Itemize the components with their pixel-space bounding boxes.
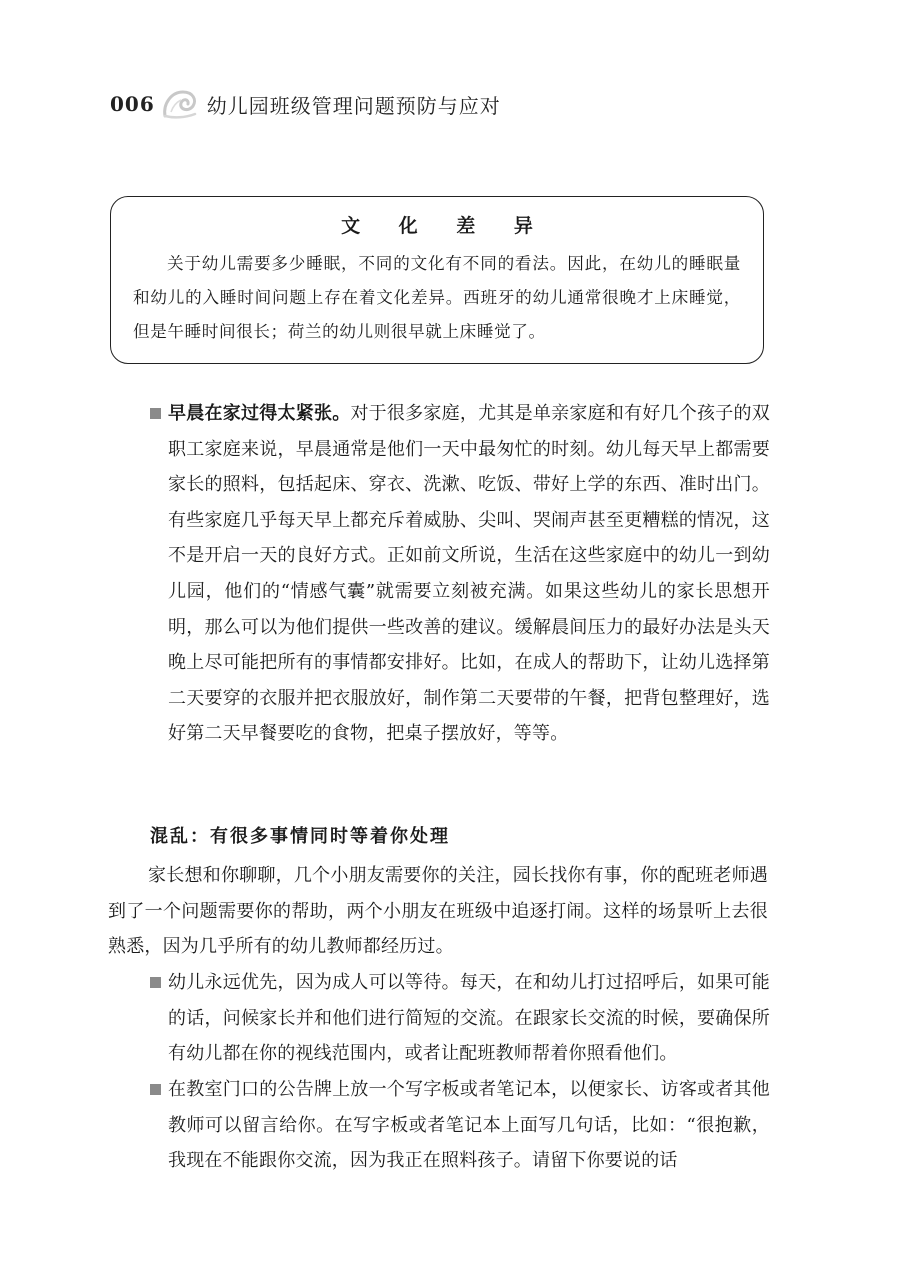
- box-title: 文 化 差 异: [341, 215, 549, 237]
- bullet-text: [168, 396, 770, 752]
- bullet-morning-stress: [150, 396, 770, 752]
- bullet-text: 幼儿永远优先，因为成人可以等待。每天，在和幼儿打过招呼后，如果可能的话，问候家长并和他们进行简短的交流。在跟家长交流的时候，要确保所有幼儿都在你的视线范围内，或者让配班教师帮着你照看他们。: [168, 972, 770, 1065]
- section-intro: 家长想和你聊聊，几个小朋友需要你的关注，园长找你有事，你的配班老师遇到了一个问题需要你的帮助，两个小朋友在班级中追逐打闹。这样的场景听上去很熟悉，因为几乎所有的幼儿教师都经历过。: [108, 865, 768, 958]
- bullet-text: 在教室门口的公告牌上放一个写字板或者笔记本，以便家长、访客或者其他教师可以留言给你。在写字板或者笔记本上面写几句话，比如：“很抱歉，我现在不能跟你交流，因为我正在照料孩子。请留下你要说的话: [168, 1079, 770, 1172]
- box-body: 关于幼儿需要多少睡眠，不同的文化有不同的看法。因此，在幼儿的睡眠量和幼儿的入睡时间问题上存在着文化差异。西班牙的幼儿通常很晚才上床睡觉，但是午睡时间很长；荷兰的幼儿则很早就上床睡觉了。: [133, 254, 741, 341]
- bullet-square-icon: [150, 977, 161, 988]
- section-heading: 混乱：有很多事情同时等着你处理: [150, 826, 450, 847]
- bullet-lead: 早晨在家过得太紧张。: [168, 403, 351, 424]
- bullet-children-first: [150, 965, 770, 1072]
- book-title: 幼儿园班级管理问题预防与应对: [206, 93, 501, 118]
- page-number: 006: [110, 92, 155, 116]
- swirl-ornament-icon: [161, 86, 199, 122]
- cultural-differences-box: [110, 196, 764, 364]
- bullet-square-icon: [150, 1084, 161, 1095]
- bullet-whiteboard: [150, 1072, 770, 1179]
- bullet-square-icon: [150, 408, 161, 419]
- bullet-body: 对于很多家庭，尤其是单亲家庭和有好几个孩子的双职工家庭来说，早晨通常是他们一天中最匆忙的时刻。幼儿每天早上都需要家长的照料，包括起床、穿衣、洗漱、吃饭、带好上学的东西、准时出门。有些家庭几乎每天早上都充斥着威胁、尖叫、哭闹声甚至更糟糕的情况，这不是开启一天的良好方式。正如前文所说，生活在这些家庭中的幼儿一到幼儿园，他们的“情感气囊”就需要立刻被充满。如果这些幼儿的家长思想开明，那么可以为他们提供一些改善的建议。缓解晨间压力的最好办法是头天晚上尽可能把所有的事情都安排好。比如，在成人的帮助下，让幼儿选择第二天要穿的衣服并把衣服放好，制作第二天要带的午餐，把背包整理好，选好第二天早餐要吃的食物，把桌子摆放好，等等。: [168, 403, 770, 745]
- running-header: [110, 84, 501, 124]
